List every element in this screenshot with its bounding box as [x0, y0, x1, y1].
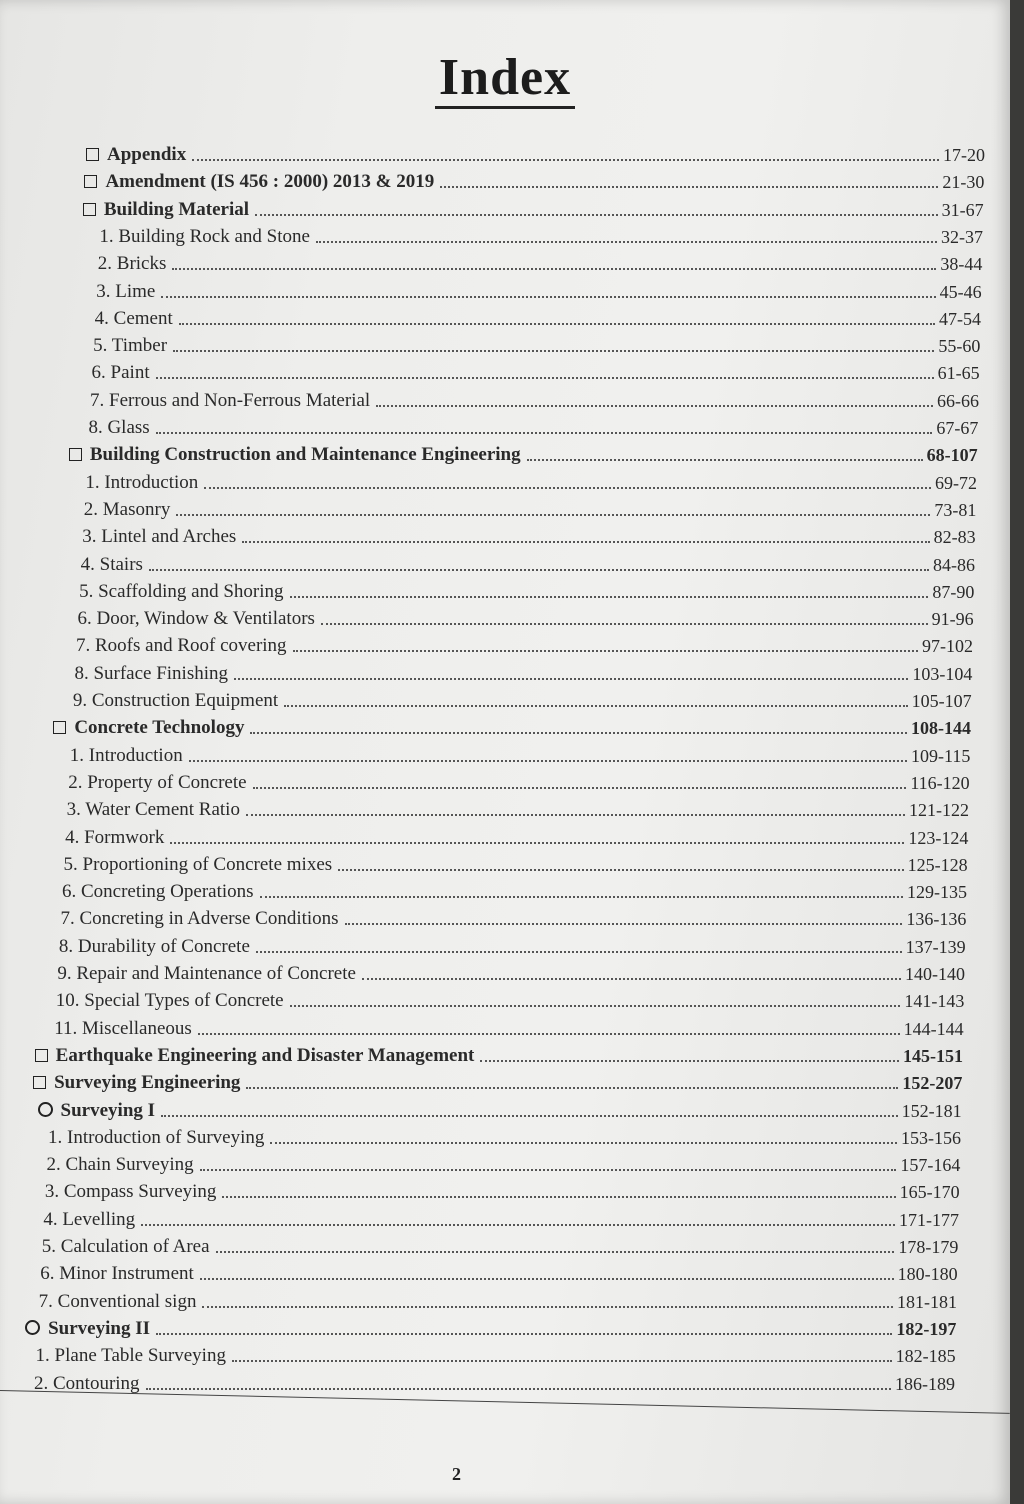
toc-item — [98, 249, 983, 275]
dot-leader — [200, 1278, 894, 1280]
toc-label — [92, 362, 150, 384]
toc-label — [25, 1318, 150, 1340]
dot-leader — [376, 405, 933, 407]
toc-label-text: Building Material — [103, 198, 250, 220]
toc-item — [57, 959, 965, 985]
toc-page-range: 153-156 — [901, 1127, 961, 1148]
toc-item — [90, 386, 979, 412]
toc-section-heading — [84, 167, 984, 193]
toc-page-range: 129-135 — [907, 882, 967, 903]
toc-label — [69, 444, 521, 466]
dot-leader — [161, 1115, 898, 1117]
toc-label — [64, 854, 333, 876]
dot-leader — [246, 1087, 898, 1089]
toc-label-text: 2. Masonry — [83, 498, 171, 520]
toc-label — [79, 581, 283, 603]
toc-page-range: 152-207 — [902, 1073, 963, 1094]
toc-label-text: 4. Cement — [94, 307, 173, 329]
toc-label-text: Surveying II — [48, 1317, 150, 1339]
toc-item — [68, 768, 969, 794]
dot-leader — [293, 650, 918, 652]
toc-item — [81, 550, 975, 576]
toc-label — [95, 308, 173, 330]
toc-page-range: 180-180 — [897, 1264, 958, 1285]
toc-item — [39, 1287, 957, 1313]
dot-leader — [146, 1388, 891, 1390]
toc-item — [48, 1123, 961, 1149]
dot-leader — [172, 268, 936, 270]
toc-label — [43, 1209, 135, 1231]
toc-label-text: 2. Chain Surveying — [46, 1154, 194, 1176]
toc-label-text: Concrete Technology — [74, 717, 245, 739]
toc-label-text: 1. Plane Table Surveying — [35, 1345, 226, 1367]
toc-item — [92, 358, 980, 384]
toc-label — [57, 963, 356, 985]
toc-page-range: 182-197 — [896, 1318, 957, 1339]
toc-label-text: 5. Proportioning of Concrete mixes — [63, 853, 333, 875]
toc-page-range: 84-86 — [933, 554, 975, 575]
toc-label — [35, 1045, 475, 1067]
toc-label — [73, 690, 278, 712]
toc-page-range: 66-66 — [937, 390, 979, 411]
toc-label-text: 8. Durability of Concrete — [58, 935, 250, 957]
toc-label-text: 3. Lintel and Arches — [82, 526, 237, 548]
dot-leader — [179, 323, 935, 325]
toc-label — [36, 1345, 226, 1367]
toc-page-range: 152-181 — [901, 1100, 962, 1121]
toc-label-text: 1. Introduction of Surveying — [48, 1126, 265, 1148]
toc-item — [40, 1259, 957, 1285]
toc-item — [56, 986, 965, 1012]
toc-page-range: 87-90 — [932, 581, 975, 602]
toc-page-range: 82-83 — [933, 527, 976, 548]
toc-label — [46, 1154, 193, 1176]
dot-leader — [149, 569, 929, 571]
circle-bullet-icon — [25, 1320, 40, 1335]
toc-label-text: 8. Glass — [88, 417, 150, 438]
toc-item — [46, 1150, 960, 1176]
toc-label-text: Surveying Engineering — [54, 1072, 241, 1094]
toc-page-range: 105-107 — [911, 691, 972, 711]
toc-label — [93, 335, 167, 357]
toc-item — [65, 823, 968, 849]
toc-label — [39, 1291, 197, 1313]
checkbox-square-icon — [33, 1076, 46, 1089]
toc-page-range: 32-37 — [941, 226, 983, 247]
toc-item — [54, 1014, 963, 1040]
toc-section-heading — [53, 713, 971, 739]
checkbox-square-icon — [69, 448, 82, 461]
toc-section-heading — [35, 1041, 963, 1067]
toc-item — [82, 522, 975, 548]
dot-leader — [290, 1005, 901, 1007]
toc-label-text: 7. Roofs and Roof covering — [76, 635, 287, 657]
toc-label-text: 1. Introduction — [85, 471, 199, 493]
toc-page-range: 171-177 — [899, 1209, 959, 1230]
checkbox-square-icon — [86, 148, 99, 161]
toc-label — [81, 554, 143, 576]
toc-page-range: 73-81 — [934, 499, 977, 520]
toc-page-range: 178-179 — [898, 1237, 959, 1257]
dot-leader — [260, 896, 903, 898]
toc-page-range: 182-185 — [895, 1346, 956, 1367]
toc-label-text: 2. Contouring — [34, 1372, 140, 1394]
toc-label — [86, 144, 186, 166]
toc-label-text: 1. Introduction — [69, 744, 183, 766]
toc-label-text: 8. Surface Finishing — [74, 662, 229, 684]
dot-leader — [189, 760, 907, 762]
toc-label — [82, 526, 236, 548]
toc-item — [64, 850, 968, 876]
toc-page-range: 121-122 — [909, 800, 969, 821]
toc-page-range: 157-164 — [900, 1155, 961, 1176]
toc-label-text: Building Construction and Maintenance Engineering — [89, 444, 521, 466]
toc-item — [95, 304, 981, 330]
toc-page-range: 165-170 — [899, 1182, 960, 1203]
toc-page-range: 38-44 — [940, 254, 983, 275]
dot-leader — [316, 241, 937, 243]
dot-leader — [284, 705, 908, 707]
dot-leader — [156, 432, 933, 434]
toc-label-text: 3. Lime — [96, 280, 156, 302]
toc-item — [99, 222, 983, 248]
toc-label — [70, 745, 183, 767]
toc-label — [45, 1181, 217, 1203]
toc-section-heading — [33, 1068, 962, 1094]
toc-item — [45, 1177, 960, 1203]
circle-bullet-icon — [38, 1102, 53, 1117]
dot-leader — [216, 1251, 895, 1253]
toc-label-text: 6. Paint — [91, 362, 150, 384]
dot-leader — [161, 296, 935, 298]
toc-label — [40, 1263, 194, 1285]
toc-item — [88, 413, 978, 439]
toc-label — [78, 608, 315, 630]
toc-label-text: 6. Concreting Operations — [62, 881, 254, 903]
toc-label-text: 6. Door, Window & Ventilators — [77, 608, 315, 630]
toc-label — [42, 1236, 210, 1258]
toc-label — [74, 663, 228, 685]
toc-page-range: 61-65 — [937, 363, 980, 384]
toc-label-text: 5. Calculation of Area — [41, 1236, 210, 1257]
toc-label-text: 7. Concreting in Adverse Conditions — [60, 908, 339, 930]
toc-label — [88, 417, 149, 439]
page-title: Index — [0, 48, 1010, 107]
toc-label — [62, 881, 254, 903]
toc-label-text: 10. Special Types of Concrete — [55, 990, 284, 1012]
toc-item — [76, 631, 973, 657]
toc-label-text: 5. Scaffolding and Shoring — [79, 580, 284, 602]
toc-page-range: 21-30 — [942, 172, 985, 193]
dot-leader — [222, 1196, 895, 1198]
toc-page-range: 108-144 — [911, 718, 971, 739]
dot-leader — [176, 514, 930, 516]
toc-label — [98, 253, 167, 275]
toc-item — [73, 686, 972, 712]
toc-label-text: Appendix — [107, 144, 187, 165]
toc-label-text: 3. Water Cement Ratio — [66, 799, 240, 821]
toc-page-range: 68-107 — [926, 445, 978, 466]
toc-section-heading — [86, 140, 985, 166]
toc-item — [96, 277, 981, 303]
dot-leader — [362, 978, 901, 980]
toc-label-text: 2. Bricks — [97, 253, 167, 275]
dot-leader — [192, 159, 939, 161]
toc-item — [67, 795, 969, 821]
dot-leader — [232, 1360, 892, 1362]
checkbox-square-icon — [53, 721, 66, 734]
toc-label-text: 5. Timber — [93, 335, 168, 357]
dot-leader — [440, 186, 938, 188]
toc-label — [53, 717, 244, 739]
checkbox-square-icon — [35, 1049, 48, 1062]
toc-label-text: 7. Ferrous and Non-Ferrous Material — [90, 389, 371, 411]
toc-label-text: 4. Stairs — [80, 553, 143, 575]
toc-item — [62, 877, 967, 903]
toc-item — [79, 577, 974, 603]
dot-leader — [480, 1060, 899, 1062]
toc-label — [56, 990, 284, 1012]
dot-leader — [270, 1142, 897, 1144]
toc-item — [36, 1341, 956, 1367]
dot-leader — [170, 842, 904, 844]
toc-page-range: 67-67 — [936, 418, 979, 438]
toc-label-text: 9. Repair and Maintenance of Concrete — [57, 963, 356, 984]
dot-leader — [156, 377, 934, 379]
toc-label — [33, 1072, 240, 1094]
toc-label-text: 11. Miscellaneous — [54, 1017, 192, 1039]
toc-label-text: 7. Conventional sign — [38, 1290, 197, 1312]
toc-label-text: 1. Building Rock and Stone — [99, 225, 310, 247]
toc-label — [84, 499, 171, 521]
toc-label — [67, 799, 240, 821]
toc-page-range: 136-136 — [906, 909, 967, 930]
toc-label-text: 9. Construction Equipment — [72, 690, 279, 711]
toc-label — [68, 772, 246, 794]
toc-item — [85, 468, 977, 494]
toc-page-range: 55-60 — [938, 336, 981, 357]
toc-item — [78, 604, 974, 630]
toc-section-heading — [25, 1314, 956, 1340]
toc-label — [54, 1018, 192, 1040]
dot-leader — [338, 869, 904, 871]
dot-leader — [256, 951, 902, 953]
toc-page-range: 91-96 — [931, 609, 974, 630]
checkbox-square-icon — [83, 203, 96, 216]
toc-page-range: 17-20 — [943, 145, 985, 165]
dot-leader — [202, 1306, 893, 1308]
toc-page-range: 109-115 — [911, 745, 971, 766]
dot-leader — [250, 732, 907, 734]
toc-page-range: 123-124 — [908, 827, 969, 848]
toc-page-range: 125-128 — [907, 854, 968, 875]
toc-label — [48, 1127, 264, 1149]
toc-page-range: 140-140 — [905, 964, 965, 984]
dot-leader — [173, 350, 934, 352]
dot-leader — [141, 1224, 895, 1226]
toc-page-range: 141-143 — [904, 991, 965, 1012]
dot-leader — [345, 923, 903, 925]
toc-label — [85, 472, 198, 494]
toc-label-text: Surveying I — [60, 1099, 156, 1121]
toc-page-range: 45-46 — [939, 281, 982, 302]
dot-leader — [156, 1333, 892, 1335]
toc-label — [59, 936, 250, 958]
toc-label-text: Earthquake Engineering and Disaster Management — [55, 1044, 475, 1066]
toc-label — [84, 171, 434, 193]
toc-item — [42, 1232, 959, 1258]
toc-label — [83, 199, 249, 221]
toc-page-range: 69-72 — [935, 472, 977, 493]
toc-label — [76, 635, 287, 657]
toc-item — [43, 1205, 959, 1231]
dot-leader — [242, 541, 929, 543]
dot-leader — [290, 596, 929, 598]
dot-leader — [204, 487, 931, 489]
toc-label-text: 3. Compass Surveying — [44, 1181, 217, 1203]
toc-label-text: 6. Minor Instrument — [40, 1263, 194, 1285]
dot-leader — [253, 787, 907, 789]
toc-item — [70, 741, 971, 767]
toc-page-range: 116-120 — [910, 772, 970, 793]
page-number: 2 — [452, 1464, 461, 1484]
toc-label — [99, 226, 310, 248]
toc-page-range: 103-104 — [912, 663, 973, 684]
toc-label — [90, 390, 370, 412]
toc-page-range: 97-102 — [922, 636, 973, 657]
toc-page-range: 31-67 — [941, 199, 984, 220]
toc-section-heading — [83, 195, 984, 221]
toc-page-range: 144-144 — [903, 1018, 964, 1039]
dot-leader — [200, 1169, 897, 1171]
toc-page-range: 47-54 — [939, 308, 981, 329]
toc-label-text: 4. Formwork — [65, 826, 165, 848]
toc-page-range: 181-181 — [897, 1291, 957, 1312]
toc-page-range: 145-151 — [903, 1045, 963, 1066]
dot-leader — [321, 623, 928, 625]
dot-leader — [234, 678, 908, 680]
toc-label-text: 2. Property of Concrete — [68, 771, 247, 793]
toc-item — [60, 904, 966, 930]
dot-leader — [246, 814, 905, 816]
toc-label-text: Amendment (IS 456 : 2000) 2013 & 2019 — [105, 171, 435, 193]
dot-leader — [255, 214, 938, 216]
toc-page-range: 137-139 — [905, 936, 966, 957]
toc-label — [60, 908, 338, 930]
toc-label — [65, 827, 164, 849]
toc-label — [96, 281, 155, 303]
toc-section-heading — [38, 1096, 962, 1122]
toc-section-heading — [69, 440, 978, 466]
toc-item — [59, 932, 966, 958]
dot-leader — [198, 1033, 900, 1035]
toc-item — [93, 331, 980, 357]
checkbox-square-icon — [84, 175, 97, 188]
toc-label-text: 4. Levelling — [43, 1208, 136, 1230]
toc-label — [38, 1100, 156, 1122]
dot-leader — [527, 459, 923, 461]
toc-item — [84, 495, 977, 521]
toc-item — [34, 1369, 955, 1395]
toc-item — [74, 659, 972, 685]
toc-page-range: 186-189 — [895, 1373, 955, 1394]
